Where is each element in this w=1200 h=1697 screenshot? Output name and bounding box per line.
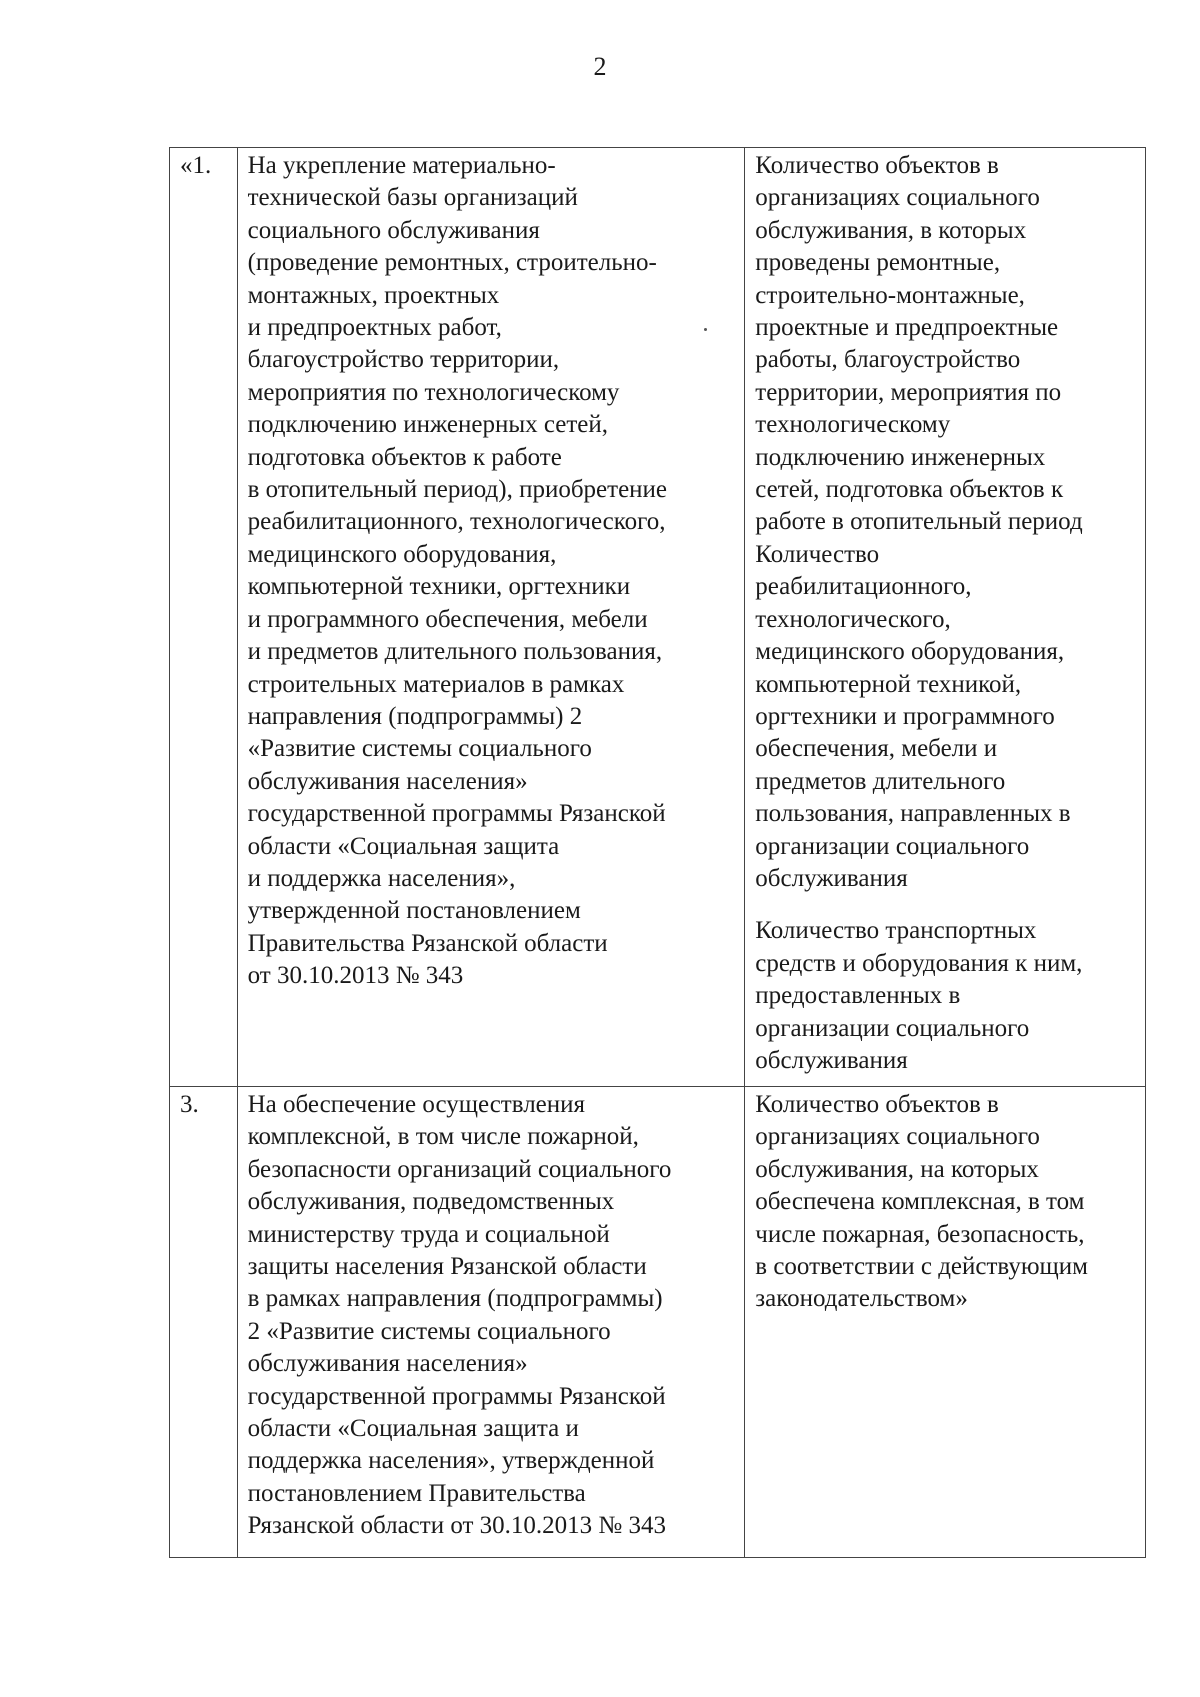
page-number: 2 (593, 52, 607, 81)
scan-speck (704, 328, 707, 331)
table-row (170, 148, 1146, 1087)
description-cell (237, 1087, 745, 1558)
indicator-cell (745, 1087, 1146, 1558)
row-number: «1. (180, 152, 212, 179)
table-row (170, 1087, 1146, 1558)
measure-description: На укрепление материально- технической базы организаций социального обслуживания (проведение ремонтных, строительно- монтажных, проектных и предпроектных работ, благоустройство территории, мероприятия по технологическому подключению инженерных сетей, подготовка объектов к работе в отопительный период), приобретение реабилитационного, технологического, медицинского оборудования, компьютерной техники, оргтехники и программного обеспечения, мебели и предметов длительного пользования, строительных материалов в рамках направления (подпрограммы) 2 «Развитие системы социального обслуживания населения» государственной программы Рязанской области «Социальная защита и поддержка населения», утвержденной постановлением Правительства Рязанской области от 30.10.2013 № 343 (247, 152, 668, 990)
paragraph-gap (755, 895, 1139, 915)
description-cell (237, 148, 745, 1087)
row-number-cell (170, 148, 238, 1087)
indicator-text: Количество объектов в организациях социального обслуживания, в которых проведены ремонтные, строительно-монтажные, проектные и предпроектные работы, благоустройство территории, мероприятия по технологическому подключению инженерных сетей, подготовка объектов к работе в отопительный период Количество реабилитационного, технологического, медицинского оборудования, компьютерной техникой, оргтехники и программного обеспечения, мебели и предметов длительного пользования, направленных в организации социального обслуживания (755, 152, 1083, 892)
indicator-cell (745, 148, 1146, 1087)
row-number: 3. (180, 1091, 199, 1118)
row-number-cell (170, 1087, 238, 1558)
measures-table (169, 147, 1146, 1558)
indicator-text: Количество объектов в организациях социального обслуживания, на которых обеспечена комплексная, в том числе пожарная, безопасность, в соответствии с действующим законодательством» (755, 1091, 1088, 1313)
measure-description: На обеспечение осуществления комплексной, в том числе пожарной, безопасности организаций социального обслуживания, подведомственных министерству труда и социальной защиты населения Рязанской области в рамках направления (подпрограммы) 2 «Развитие системы социального обслуживания населения» государственной программы Рязанской области «Социальная защита и поддержка населения», утвержденной постановлением Правительства Рязанской области от 30.10.2013 № 343 (247, 1091, 672, 1540)
indicator-text-transport: Количество транспортных средств и оборудования к ним, предоставленных в организации социального обслуживания (755, 917, 1083, 1074)
